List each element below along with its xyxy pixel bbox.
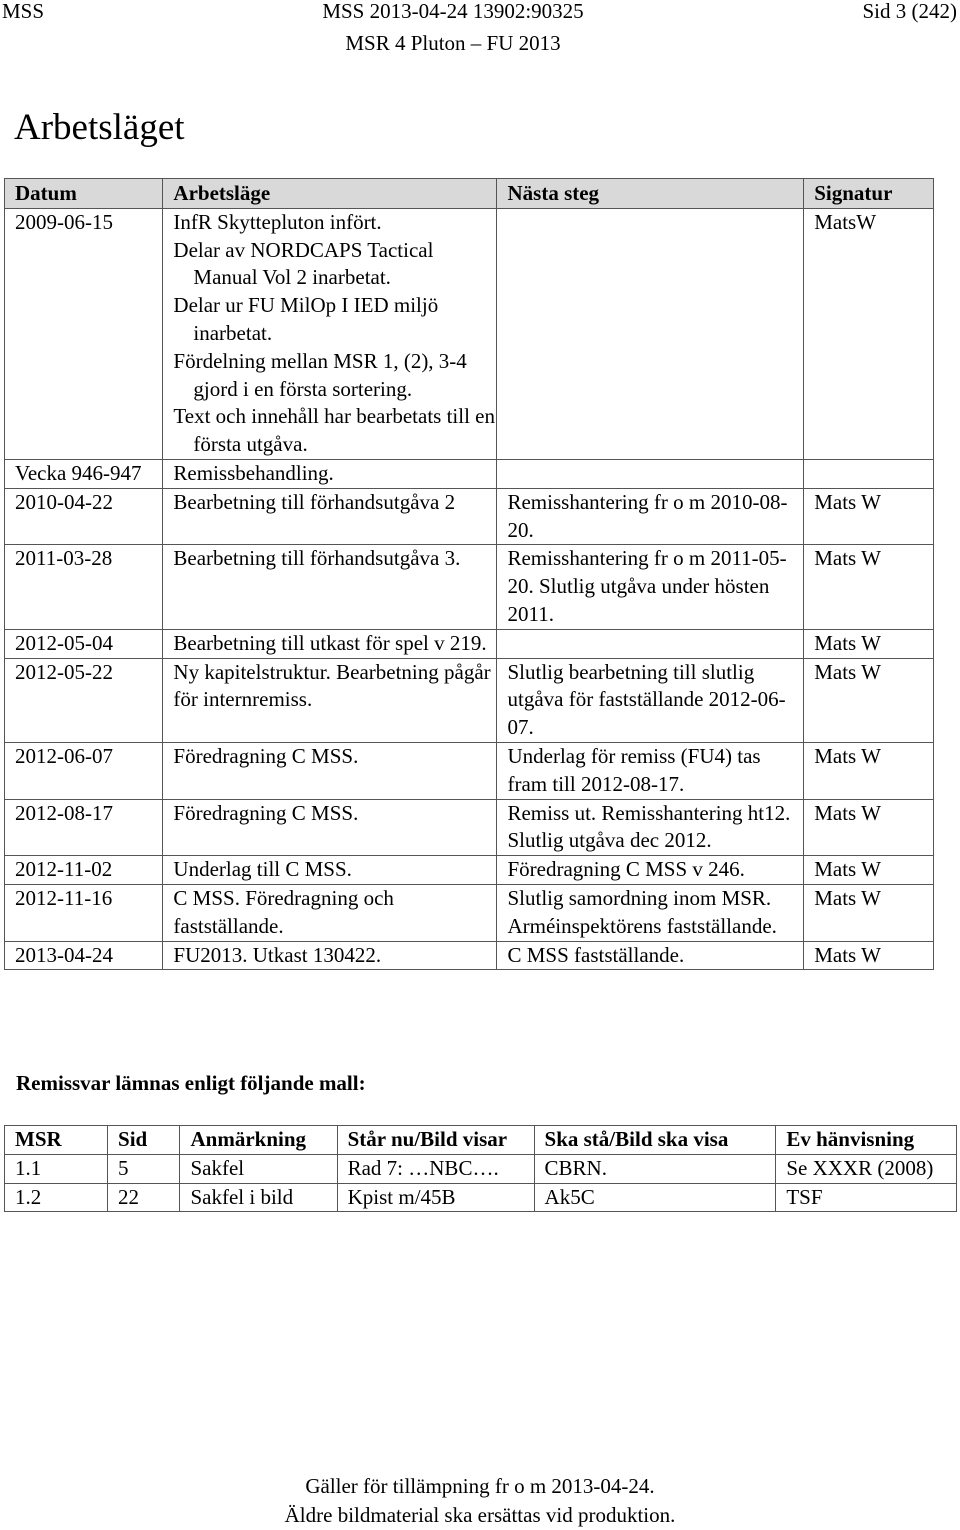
column-header-ska-sta: Ska stå/Bild ska visa	[534, 1126, 776, 1155]
table-cell: Ak5C	[534, 1183, 776, 1212]
table-cell: 5	[108, 1154, 180, 1183]
table-row	[5, 545, 934, 629]
cell-work	[163, 799, 497, 856]
cell-signature: Mats W	[804, 799, 934, 856]
cell-signature: Mats W	[804, 658, 934, 742]
cell-date: 2012-08-17	[5, 799, 163, 856]
work-line: InfR Skyttepluton infört.	[173, 209, 382, 234]
cell-work	[163, 884, 497, 941]
cell-signature: Mats W	[804, 941, 934, 970]
header-doc-name: MSR 4 Pluton – FU 2013	[345, 31, 561, 55]
work-line: Bearbetning till utkast för spel v 219.	[173, 630, 487, 655]
cell-next-step: Remiss ut. Remisshantering ht12. Slutlig utgåva dec 2012.	[497, 799, 804, 856]
column-header-hanvisning: Ev hänvisning	[776, 1126, 957, 1155]
page-footer	[0, 1472, 960, 1530]
work-line: Föredragning C MSS.	[173, 800, 359, 825]
table-cell: Rad 7: …NBC….	[337, 1154, 534, 1183]
table-row	[5, 658, 934, 742]
cell-work	[163, 742, 497, 799]
table-row	[5, 799, 934, 856]
cell-next-step: Slutlig samordning inom MSR. Arméinspektörens fastställande.	[497, 884, 804, 941]
cell-signature: MatsW	[804, 208, 934, 459]
table-row	[5, 1183, 957, 1212]
cell-next-step	[497, 629, 804, 658]
work-line: Delar av NORDCAPS Tactical Manual Vol 2 inarbetat.	[173, 237, 434, 290]
cell-date: 2013-04-24	[5, 941, 163, 970]
cell-date: Vecka 946-947	[5, 459, 163, 488]
cell-signature: Mats W	[804, 488, 934, 545]
table-row	[5, 208, 934, 459]
page-title: Arbetsläget	[14, 107, 185, 148]
cell-next-step: Underlag för remiss (FU4) tas fram till 2012-08-17.	[497, 742, 804, 799]
column-header-arbetslage: Arbetsläge	[163, 179, 497, 209]
table-row	[5, 884, 934, 941]
cell-work	[163, 856, 497, 885]
table-row	[5, 629, 934, 658]
cell-date: 2012-11-16	[5, 884, 163, 941]
column-header-signatur: Signatur	[804, 179, 934, 209]
column-header-star-nu: Står nu/Bild visar	[337, 1126, 534, 1155]
status-table-body	[5, 208, 934, 970]
work-line: Delar ur FU MilOp I IED miljö inarbetat.	[173, 293, 439, 345]
work-line: Text och innehåll har bearbetats till en första utgåva.	[173, 404, 495, 457]
cell-date: 2012-05-22	[5, 658, 163, 742]
footer-note: Äldre bildmaterial ska ersättas vid produktion.	[284, 1503, 676, 1527]
cell-next-step: Remisshantering fr o m 2011-05-20. Slutlig utgåva under hösten 2011.	[497, 545, 804, 629]
work-line: Ny kapitelstruktur. Bearbetning pågår för internremiss.	[173, 659, 491, 712]
table-cell: 1.2	[5, 1183, 108, 1212]
footer-validity: Gäller för tillämpning fr o m 2013-04-24.	[305, 1474, 655, 1498]
column-header-anmarkning: Anmärkning	[180, 1126, 337, 1155]
table-row	[5, 459, 934, 488]
page-header	[0, 0, 960, 60]
header-doc-id: MSS 2013-04-24 13902:90325	[322, 0, 584, 23]
cell-date: 2009-06-15	[5, 208, 163, 459]
column-header-msr: MSR	[5, 1126, 108, 1155]
work-line: Remissbehandling.	[173, 460, 334, 485]
cell-signature	[804, 459, 934, 488]
cell-next-step	[497, 208, 804, 459]
status-table	[4, 178, 934, 970]
cell-signature: Mats W	[804, 884, 934, 941]
cell-next-step: Föredragning C MSS v 246.	[497, 856, 804, 885]
cell-date: 2010-04-22	[5, 488, 163, 545]
template-table-body	[5, 1154, 957, 1212]
table-cell: TSF	[776, 1183, 957, 1212]
cell-next-step	[497, 459, 804, 488]
cell-work	[163, 545, 497, 629]
cell-signature: Mats W	[804, 742, 934, 799]
cell-work	[163, 488, 497, 545]
table-cell: CBRN.	[534, 1154, 776, 1183]
cell-signature: Mats W	[804, 629, 934, 658]
table-row	[5, 488, 934, 545]
table-cell: Se XXXR (2008)	[776, 1154, 957, 1183]
cell-date: 2012-11-02	[5, 856, 163, 885]
cell-work	[163, 459, 497, 488]
work-line: Bearbetning till förhandsutgåva 2	[173, 489, 456, 514]
cell-date: 2012-05-04	[5, 629, 163, 658]
table-cell: 1.1	[5, 1154, 108, 1183]
header-page-number: Sid 3 (242)	[862, 0, 957, 23]
cell-next-step: C MSS fastställande.	[497, 941, 804, 970]
cell-date: 2012-06-07	[5, 742, 163, 799]
column-header-nasta-steg: Nästa steg	[497, 179, 804, 209]
work-line: Fördelning mellan MSR 1, (2), 3-4 gjord i en första sortering.	[173, 348, 467, 401]
remiss-template-table	[4, 1125, 957, 1212]
table-cell: Sakfel	[180, 1154, 337, 1183]
table-row	[5, 941, 934, 970]
cell-signature: Mats W	[804, 545, 934, 629]
header-center	[0, 0, 906, 62]
table-row	[5, 856, 934, 885]
table-row	[5, 742, 934, 799]
cell-next-step: Slutlig bearbetning till slutlig utgåva för fastställande 2012-06-07.	[497, 658, 804, 742]
column-header-datum: Datum	[5, 179, 163, 209]
column-header-sid: Sid	[108, 1126, 180, 1155]
cell-signature: Mats W	[804, 856, 934, 885]
cell-work	[163, 208, 497, 459]
work-line: FU2013. Utkast 130422.	[173, 942, 382, 967]
work-line: C MSS. Föredragning och fastställande.	[173, 885, 394, 938]
work-line: Underlag till C MSS.	[173, 857, 352, 882]
work-line: Föredragning C MSS.	[173, 743, 359, 768]
cell-work	[163, 941, 497, 970]
table-row	[5, 1154, 957, 1183]
cell-next-step: Remisshantering fr o m 2010-08-20.	[497, 488, 804, 545]
table-cell: Kpist m/45B	[337, 1183, 534, 1212]
cell-work	[163, 658, 497, 742]
table-cell: Sakfel i bild	[180, 1183, 337, 1212]
cell-work	[163, 629, 497, 658]
table-cell: 22	[108, 1183, 180, 1212]
status-table-header-row	[5, 179, 934, 209]
cell-date: 2011-03-28	[5, 545, 163, 629]
template-header-row	[5, 1126, 957, 1155]
remiss-template-heading: Remissvar lämnas enligt följande mall:	[16, 1071, 366, 1095]
work-line: Bearbetning till förhandsutgåva 3.	[173, 546, 461, 571]
header-left: MSS	[2, 0, 45, 23]
